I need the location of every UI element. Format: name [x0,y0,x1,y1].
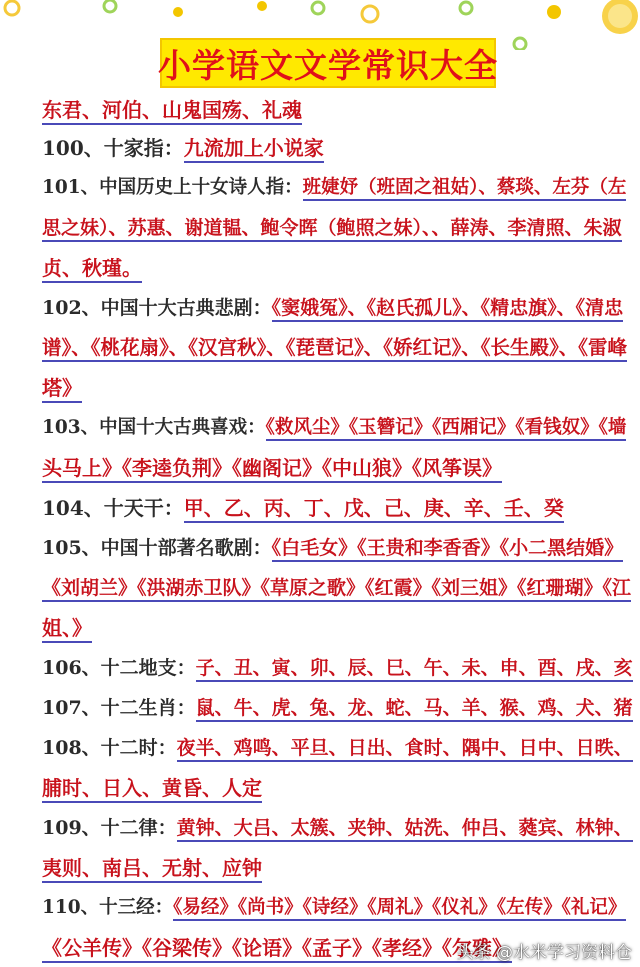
page-title: 小学语文文学常识大全 [158,45,498,85]
list-line: 姐、》 [42,616,92,642]
list-line: 101、中国历史上十女诗人指：班婕妤（班固之祖姑）、蔡琰、左芬（左 [42,176,626,202]
list-line: 脯时、日入、黄昏、人定 [42,776,262,802]
list-line: 109、十二律：黄钟、大吕、太簇、夹钟、姑洗、仲吕、蕤宾、林钟、 [42,816,633,842]
list-line: 104、十天干：甲、乙、丙、丁、戊、己、庚、辛、壬、癸 [42,496,564,522]
list-line: 102、中国十大古典悲剧：《窦娥冤》、《赵氏孤儿》、《精忠旗》、《清忠 [42,296,623,322]
list-line: 东君、河伯、山鬼国殇、礼魂 [42,98,302,124]
list-line: 107、十二生肖：鼠、牛、虎、兔、龙、蛇、马、羊、猴、鸡、犬、猪 [42,696,633,722]
list-line: 103、中国十大古典喜戏：《救风尘》《玉簪记》《西厢记》《看钱奴》《墙 [42,416,626,442]
list-line: 《刘胡兰》《洪湖赤卫队》《草原之歌》《红霞》《刘三姐》《红珊瑚》《江 [42,576,631,602]
list-line: 105、中国十部著名歌剧：《白毛女》《王贵和李香香》《小二黑结婚》 [42,536,623,562]
list-line: 《公羊传》《谷梁传》《论语》《孟子》《孝经》《尔雅》 [42,936,512,962]
list-line: 100、十家指：九流加上小说家 [42,136,324,162]
list-line: 头马上》《李逵负荆》《幽阁记》《中山狼》《风筝误》 [42,456,502,482]
list-line: 108、十二时：夜半、鸡鸣、平旦、日出、食时、隅中、日中、日昳、 [42,736,633,762]
list-line: 思之妹）、苏惠、谢道韫、鲍令晖（鲍照之妹）、、薛涛、李清照、朱淑 [42,216,622,242]
list-line: 塔》 [42,376,82,402]
watermark: 头条 @水米学习资料仓 [456,943,632,963]
title-banner [160,38,496,88]
list-line: 谱》、《桃花扇》、《汉宫秋》、《琵琶记》、《娇红记》、《长生殿》、《雷峰 [42,336,627,362]
list-line: 106、十二地支：子、丑、寅、卯、辰、巳、午、未、申、酉、戌、亥 [42,656,633,682]
list-line: 夷则、南吕、无射、应钟 [42,856,262,882]
list-line: 110、十三经：《易经》《尚书》《诗经》《周礼》《仪礼》《左传》《礼记》 [42,896,626,922]
list-line: 贞、秋瑾。 [42,256,142,282]
